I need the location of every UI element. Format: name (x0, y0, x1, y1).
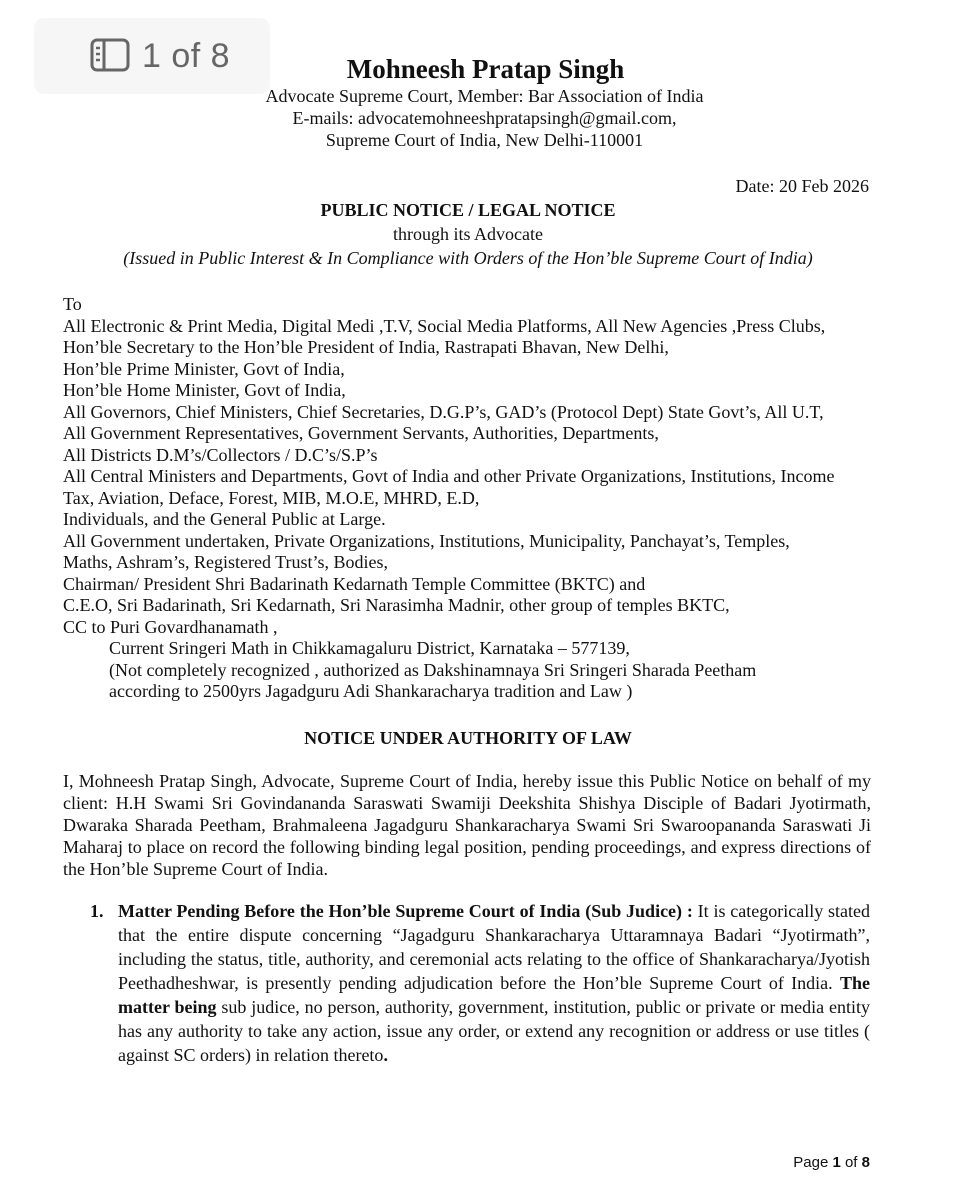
letterhead-line-3: Supreme Court of India, New Delhi-110001 (325, 130, 644, 150)
advocate-name: Mohneesh Pratap Singh (346, 54, 625, 84)
intro-paragraph: I, Mohneesh Pratap Singh, Advocate, Supreme Court of India, hereby issue this Public Notice on behalf of my client: H.H Swami Sri Govindananda Saraswati Swamiji Deekshita Shishya Disciple of Badari Jyotirmath, Dwaraka Sharada Peetham, Brahmaleena Jagadguru Shankaracharya Swami Sri Swaroopananda Saraswati Ji Maharaj to place on record the following binding legal position, pending proceedings, and express directions of the Hon’ble Supreme Court of India. (63, 771, 871, 879)
recipient-line: All Government undertaken, Private Organizations, Institutions, Municipality, Panchayat’s, Temples, (63, 530, 790, 551)
recipient-line: To (63, 294, 82, 314)
point-bold-text: The matter being (118, 973, 870, 1017)
footer-middle: of (840, 1154, 862, 1171)
point-end-mark: . (383, 1045, 388, 1065)
numbered-point (90, 899, 870, 1067)
recipient-line-indented: according to 2500yrs Jagadguru Adi Shankaracharya tradition and Law ) (109, 681, 633, 701)
recipient-line: Chairman/ President Shri Badarinath Kedarnath Temple Committee (BKTC) and (63, 573, 646, 594)
recipients-list (63, 294, 903, 703)
recipient-line: All Districts D.M’s/Collectors / D.C’s/S.P’s (63, 444, 378, 465)
recipient-line: Tax, Aviation, Deface, Forest, MIB, M.O.E, MHRD, E.D, (63, 487, 480, 508)
point-heading: Matter Pending Before the Hon’ble Supreme Court of India (Sub Judice) : (118, 901, 693, 921)
notice-title: PUBLIC NOTICE / LEGAL NOTICE (320, 200, 616, 220)
recipient-line: C.E.O, Sri Badarinath, Sri Kedarnath, Sri Narasimha Madnir, other group of temples BKTC, (63, 595, 730, 615)
recipient-line: CC to Puri Govardhanamath , (63, 616, 278, 637)
recipient-line: Hon’ble Secretary to the Hon’ble President of India, Rastrapati Bhavan, New Delhi, (63, 337, 669, 357)
recipient-line: All Central Ministers and Departments, Govt of India and other Private Organizations, Institutions, Income (63, 466, 835, 486)
recipient-line: Hon’ble Home Minister, Govt of India, (63, 380, 346, 400)
footer-current-page: 1 (832, 1154, 841, 1171)
page-footer (793, 1154, 870, 1171)
notice-issued-note: (Issued in Public Interest & In Compliance with Orders of the Hon’ble Supreme Court of India) (123, 248, 813, 268)
recipient-line: All Electronic & Print Media, Digital Medi ,T.V, Social Media Platforms, All New Agencies ,Press Clubs, (63, 315, 826, 336)
point-text: It is categorically stated that the entire dispute concerning “Jagadguru Shankaracharya Uttaramnaya Badari “Jyotirmath”, including the status, title, authority, and ceremonial acts relating to the office of Shankaracharya/Jyotish Peethadheshwar, is presently pending adjudication before the Hon’ble Supreme Court of India. (118, 901, 870, 993)
notice-title-block (0, 198, 936, 270)
recipient-line: Maths, Ashram’s, Registered Trust’s, Bodies, (63, 552, 389, 572)
letterhead-line-2: E-mails: advocatemohneeshpratapsingh@gmail.com, (292, 108, 677, 128)
recipient-line: Hon’ble Prime Minister, Govt of India, (63, 358, 345, 379)
section-heading: NOTICE UNDER AUTHORITY OF LAW (304, 728, 632, 748)
point-number: 1. (90, 901, 104, 921)
point-body (118, 899, 870, 1067)
point-text: sub judice, no person, authority, government, institution, public or private or media entity has any authority to take any action, issue any order, or extend any recognition or address or use titles ( against SC orders) in relation thereto (118, 997, 870, 1065)
recipient-line-indented: Current Sringeri Math in Chikkamagaluru District, Karnataka – 577139, (109, 638, 630, 658)
recipient-line-indented: (Not completely recognized , authorized as Dakshinamnaya Sri Sringeri Sharada Peetham (109, 659, 757, 680)
footer-total-pages: 8 (861, 1154, 870, 1171)
letterhead-line-1: Advocate Supreme Court, Member: Bar Association of India (265, 86, 704, 106)
recipient-line: All Government Representatives, Government Servants, Authorities, Departments, (63, 423, 659, 443)
notice-date: Date: 20 Feb 2026 (735, 176, 869, 196)
footer-prefix: Page (793, 1154, 833, 1171)
letterhead (0, 54, 969, 151)
recipient-line: Individuals, and the General Public at Large. (63, 509, 386, 529)
recipient-line: All Governors, Chief Ministers, Chief Secretaries, D.G.P’s, GAD’s (Protocol Dept) State Govt’s, All U.T, (63, 401, 824, 422)
notice-subtitle: through its Advocate (393, 224, 543, 244)
page-counter: 1 of 8 (142, 36, 231, 75)
